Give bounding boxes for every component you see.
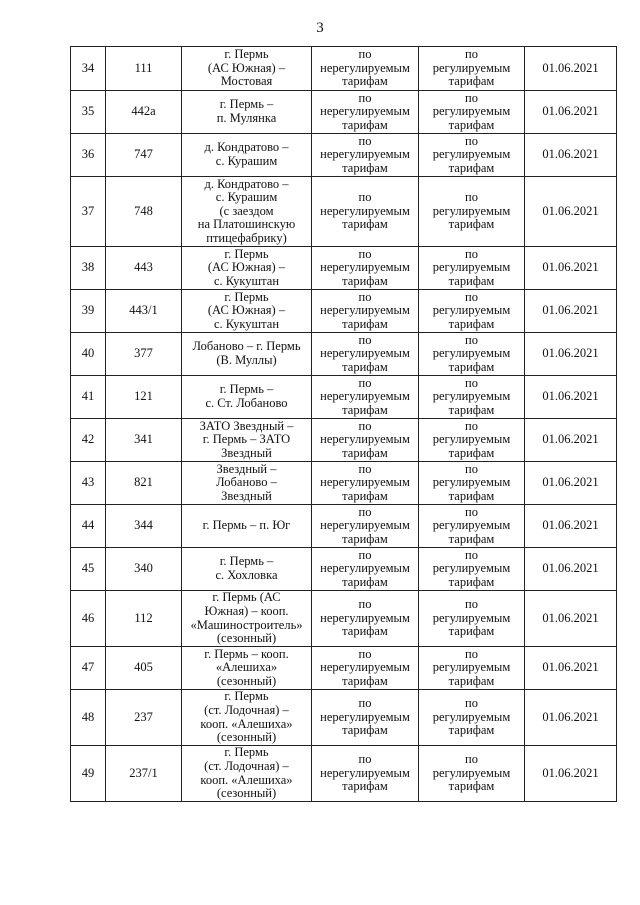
transport-type-cell bbox=[312, 47, 419, 91]
tariff-type-cell-text: по регулируемым тарифам bbox=[432, 461, 511, 503]
route-number-cell bbox=[106, 647, 182, 690]
transport-type-cell-text: по нерегулируемым тарифам bbox=[320, 597, 410, 639]
transport-type-cell-text: по нерегулируемым тарифам bbox=[320, 47, 410, 89]
tariff-type-cell bbox=[419, 247, 525, 290]
transport-type-cell bbox=[312, 419, 419, 462]
route-name-cell bbox=[182, 462, 312, 505]
table-row bbox=[71, 91, 617, 134]
route-number-cell-text: 344 bbox=[134, 518, 153, 533]
route-name-cell-text: г. Пермь (АС Южная) – Мостовая bbox=[207, 47, 286, 89]
tariff-type-cell bbox=[419, 690, 525, 746]
start-date-cell-text: 01.06.2021 bbox=[542, 660, 599, 675]
start-date-cell bbox=[525, 690, 617, 746]
table-row bbox=[71, 647, 617, 690]
route-name-cell-text: г. Пермь (АС Южная) – с. Кукуштан bbox=[207, 246, 286, 288]
tariff-type-cell bbox=[419, 462, 525, 505]
transport-type-cell bbox=[312, 647, 419, 690]
start-date-cell bbox=[525, 548, 617, 591]
page-number: 3 bbox=[316, 20, 324, 36]
start-date-cell-text: 01.06.2021 bbox=[542, 610, 599, 625]
transport-type-cell bbox=[312, 376, 419, 419]
transport-type-cell bbox=[312, 690, 419, 746]
start-date-cell bbox=[525, 746, 617, 802]
tariff-type-cell bbox=[419, 746, 525, 802]
start-date-cell bbox=[525, 290, 617, 333]
start-date-cell bbox=[525, 91, 617, 134]
start-date-cell bbox=[525, 333, 617, 376]
route-number-cell-text: 821 bbox=[134, 475, 153, 490]
start-date-cell bbox=[525, 647, 617, 690]
route-name-cell-text: г. Пермь – п. Юг bbox=[202, 518, 291, 533]
route-number-cell-text: 442а bbox=[131, 104, 156, 119]
route-number-cell-text: 112 bbox=[134, 610, 153, 625]
route-name-cell bbox=[182, 47, 312, 91]
row-number-cell bbox=[71, 746, 106, 802]
transport-type-cell-text: по нерегулируемым тарифам bbox=[320, 696, 410, 738]
table-row bbox=[71, 591, 617, 647]
table-row bbox=[71, 47, 617, 91]
start-date-cell-text: 01.06.2021 bbox=[542, 147, 599, 162]
route-name-cell-text: Звездный – Лобаново – Звездный bbox=[216, 461, 277, 503]
tariff-type-cell-text: по регулируемым тарифам bbox=[432, 332, 511, 374]
transport-type-cell bbox=[312, 290, 419, 333]
row-number-cell-text: 46 bbox=[81, 610, 95, 625]
route-number-cell-text: 377 bbox=[134, 346, 153, 361]
row-number-cell bbox=[71, 247, 106, 290]
route-name-cell-text: г. Пермь – с. Ст. Лобаново bbox=[205, 382, 288, 410]
route-number-cell-text: 443 bbox=[134, 260, 153, 275]
row-number-cell-text: 44 bbox=[81, 518, 95, 533]
transport-type-cell-text: по нерегулируемым тарифам bbox=[320, 133, 410, 175]
route-name-cell-text: г. Пермь (АС Южная) – кооп. «Машиностроитель» (сезонный) bbox=[190, 590, 303, 646]
tariff-type-cell bbox=[419, 376, 525, 419]
transport-type-cell-text: по нерегулируемым тарифам bbox=[320, 752, 410, 794]
row-number-cell-text: 47 bbox=[81, 660, 95, 675]
route-number-cell bbox=[106, 333, 182, 376]
start-date-cell-text: 01.06.2021 bbox=[542, 561, 599, 576]
start-date-cell bbox=[525, 177, 617, 247]
row-number-cell bbox=[71, 177, 106, 247]
route-name-cell bbox=[182, 290, 312, 333]
row-number-cell-text: 49 bbox=[81, 765, 95, 780]
row-number-cell bbox=[71, 290, 106, 333]
row-number-cell-text: 36 bbox=[81, 147, 95, 162]
tariff-type-cell-text: по регулируемым тарифам bbox=[432, 752, 511, 794]
route-name-cell bbox=[182, 177, 312, 247]
transport-type-cell bbox=[312, 91, 419, 134]
route-name-cell bbox=[182, 134, 312, 177]
table-row bbox=[71, 333, 617, 376]
start-date-cell bbox=[525, 591, 617, 647]
route-number-cell bbox=[106, 591, 182, 647]
transport-type-cell-text: по нерегулируемым тарифам bbox=[320, 504, 410, 546]
route-number-cell bbox=[106, 462, 182, 505]
transport-type-cell bbox=[312, 177, 419, 247]
tariff-type-cell-text: по регулируемым тарифам bbox=[432, 375, 511, 417]
tariff-type-cell bbox=[419, 419, 525, 462]
route-number-cell bbox=[106, 505, 182, 548]
tariff-type-cell bbox=[419, 91, 525, 134]
table-row bbox=[71, 290, 617, 333]
tariff-type-cell-text: по регулируемым тарифам bbox=[432, 597, 511, 639]
transport-type-cell-text: по нерегулируемым тарифам bbox=[320, 547, 410, 589]
tariff-type-cell-text: по регулируемым тарифам bbox=[432, 190, 511, 232]
route-name-cell-text: г. Пермь (ст. Лодочная) – кооп. «Алешиха» (сезонный) bbox=[200, 745, 293, 801]
route-name-cell-text: д. Кондратово – с. Курашим (с заездом на Платошинскую птицефабрику) bbox=[197, 176, 296, 245]
start-date-cell bbox=[525, 462, 617, 505]
tariff-type-cell bbox=[419, 548, 525, 591]
transport-type-cell bbox=[312, 462, 419, 505]
row-number-cell-text: 45 bbox=[81, 561, 95, 576]
route-number-cell-text: 443/1 bbox=[129, 303, 158, 318]
tariff-type-cell-text: по регулируемым тарифам bbox=[432, 47, 511, 89]
route-name-cell bbox=[182, 647, 312, 690]
tariff-type-cell bbox=[419, 134, 525, 177]
table-row bbox=[71, 505, 617, 548]
table-row bbox=[71, 548, 617, 591]
route-number-cell-text: 237/1 bbox=[129, 765, 158, 780]
route-name-cell bbox=[182, 333, 312, 376]
start-date-cell bbox=[525, 134, 617, 177]
route-name-cell-text: г. Пермь – с. Хохловка bbox=[215, 554, 278, 582]
row-number-cell bbox=[71, 548, 106, 591]
start-date-cell-text: 01.06.2021 bbox=[542, 203, 599, 218]
start-date-cell-text: 01.06.2021 bbox=[542, 709, 599, 724]
tariff-type-cell-text: по регулируемым тарифам bbox=[432, 696, 511, 738]
start-date-cell-text: 01.06.2021 bbox=[542, 60, 599, 75]
row-number-cell-text: 37 bbox=[81, 203, 95, 218]
routes-table bbox=[70, 46, 617, 802]
row-number-cell-text: 43 bbox=[81, 475, 95, 490]
route-number-cell-text: 121 bbox=[134, 389, 153, 404]
start-date-cell-text: 01.06.2021 bbox=[542, 389, 599, 404]
row-number-cell bbox=[71, 91, 106, 134]
tariff-type-cell-text: по регулируемым тарифам bbox=[432, 90, 511, 132]
route-number-cell-text: 341 bbox=[134, 432, 153, 447]
transport-type-cell-text: по нерегулируемым тарифам bbox=[320, 375, 410, 417]
tariff-type-cell-text: по регулируемым тарифам bbox=[432, 504, 511, 546]
route-name-cell bbox=[182, 419, 312, 462]
table-row bbox=[71, 177, 617, 247]
routes-table-body bbox=[71, 47, 617, 802]
table-row bbox=[71, 419, 617, 462]
tariff-type-cell-text: по регулируемым тарифам bbox=[432, 246, 511, 288]
tariff-type-cell-text: по регулируемым тарифам bbox=[432, 646, 511, 688]
route-number-cell-text: 405 bbox=[134, 660, 153, 675]
transport-type-cell bbox=[312, 134, 419, 177]
table-row bbox=[71, 462, 617, 505]
row-number-cell bbox=[71, 47, 106, 91]
tariff-type-cell bbox=[419, 505, 525, 548]
route-name-cell-text: д. Кондратово – с. Курашим bbox=[204, 140, 289, 168]
route-number-cell bbox=[106, 91, 182, 134]
route-name-cell-text: г. Пермь – кооп. «Алешиха» (сезонный) bbox=[204, 646, 289, 688]
table-row bbox=[71, 134, 617, 177]
start-date-cell bbox=[525, 419, 617, 462]
route-name-cell bbox=[182, 247, 312, 290]
route-number-cell-text: 748 bbox=[134, 203, 153, 218]
route-number-cell-text: 237 bbox=[134, 709, 153, 724]
transport-type-cell-text: по нерегулируемым тарифам bbox=[320, 332, 410, 374]
tariff-type-cell bbox=[419, 177, 525, 247]
tariff-type-cell bbox=[419, 333, 525, 376]
tariff-type-cell bbox=[419, 47, 525, 91]
row-number-cell bbox=[71, 591, 106, 647]
tariff-type-cell-text: по регулируемым тарифам bbox=[432, 418, 511, 460]
route-number-cell bbox=[106, 548, 182, 591]
tariff-type-cell bbox=[419, 290, 525, 333]
transport-type-cell bbox=[312, 746, 419, 802]
row-number-cell-text: 38 bbox=[81, 260, 95, 275]
start-date-cell-text: 01.06.2021 bbox=[542, 104, 599, 119]
table-row bbox=[71, 690, 617, 746]
route-number-cell bbox=[106, 746, 182, 802]
tariff-type-cell-text: по регулируемым тарифам bbox=[432, 133, 511, 175]
start-date-cell-text: 01.06.2021 bbox=[542, 432, 599, 447]
tariff-type-cell-text: по регулируемым тарифам bbox=[432, 289, 511, 331]
route-number-cell bbox=[106, 419, 182, 462]
transport-type-cell bbox=[312, 548, 419, 591]
row-number-cell-text: 41 bbox=[81, 389, 95, 404]
route-name-cell bbox=[182, 505, 312, 548]
row-number-cell-text: 40 bbox=[81, 346, 95, 361]
start-date-cell bbox=[525, 505, 617, 548]
transport-type-cell bbox=[312, 591, 419, 647]
start-date-cell-text: 01.06.2021 bbox=[542, 260, 599, 275]
route-name-cell-text: Лобаново – г. Пермь (В. Муллы) bbox=[192, 339, 301, 367]
route-number-cell bbox=[106, 134, 182, 177]
route-name-cell bbox=[182, 91, 312, 134]
route-number-cell-text: 747 bbox=[134, 147, 153, 162]
transport-type-cell-text: по нерегулируемым тарифам bbox=[320, 190, 410, 232]
table-row bbox=[71, 247, 617, 290]
transport-type-cell-text: по нерегулируемым тарифам bbox=[320, 90, 410, 132]
start-date-cell-text: 01.06.2021 bbox=[542, 765, 599, 780]
transport-type-cell bbox=[312, 247, 419, 290]
route-name-cell bbox=[182, 548, 312, 591]
start-date-cell-text: 01.06.2021 bbox=[542, 475, 599, 490]
row-number-cell-text: 35 bbox=[81, 104, 95, 119]
transport-type-cell bbox=[312, 505, 419, 548]
row-number-cell bbox=[71, 462, 106, 505]
row-number-cell bbox=[71, 376, 106, 419]
start-date-cell-text: 01.06.2021 bbox=[542, 303, 599, 318]
tariff-type-cell bbox=[419, 591, 525, 647]
route-number-cell bbox=[106, 247, 182, 290]
start-date-cell bbox=[525, 47, 617, 91]
route-number-cell bbox=[106, 690, 182, 746]
row-number-cell bbox=[71, 134, 106, 177]
route-name-cell-text: г. Пермь – п. Мулянка bbox=[216, 97, 277, 125]
row-number-cell-text: 42 bbox=[81, 432, 95, 447]
route-name-cell bbox=[182, 746, 312, 802]
row-number-cell bbox=[71, 333, 106, 376]
start-date-cell-text: 01.06.2021 bbox=[542, 518, 599, 533]
row-number-cell-text: 34 bbox=[81, 60, 95, 75]
transport-type-cell-text: по нерегулируемым тарифам bbox=[320, 246, 410, 288]
start-date-cell bbox=[525, 247, 617, 290]
route-name-cell-text: г. Пермь (АС Южная) – с. Кукуштан bbox=[207, 289, 286, 331]
row-number-cell bbox=[71, 419, 106, 462]
table-row bbox=[71, 746, 617, 802]
row-number-cell bbox=[71, 647, 106, 690]
route-number-cell bbox=[106, 290, 182, 333]
row-number-cell-text: 48 bbox=[81, 709, 95, 724]
tariff-type-cell bbox=[419, 647, 525, 690]
route-name-cell bbox=[182, 591, 312, 647]
route-name-cell-text: г. Пермь (ст. Лодочная) – кооп. «Алешиха» (сезонный) bbox=[200, 689, 293, 745]
route-number-cell-text: 340 bbox=[134, 561, 153, 576]
transport-type-cell bbox=[312, 333, 419, 376]
route-name-cell bbox=[182, 376, 312, 419]
route-number-cell bbox=[106, 376, 182, 419]
transport-type-cell-text: по нерегулируемым тарифам bbox=[320, 289, 410, 331]
transport-type-cell-text: по нерегулируемым тарифам bbox=[320, 418, 410, 460]
row-number-cell bbox=[71, 505, 106, 548]
row-number-cell bbox=[71, 690, 106, 746]
row-number-cell-text: 39 bbox=[81, 303, 95, 318]
route-name-cell bbox=[182, 690, 312, 746]
route-number-cell bbox=[106, 177, 182, 247]
transport-type-cell-text: по нерегулируемым тарифам bbox=[320, 461, 410, 503]
tariff-type-cell-text: по регулируемым тарифам bbox=[432, 547, 511, 589]
start-date-cell-text: 01.06.2021 bbox=[542, 346, 599, 361]
route-name-cell-text: ЗАТО Звездный – г. Пермь – ЗАТО Звездный bbox=[199, 418, 294, 460]
route-number-cell-text: 111 bbox=[134, 60, 153, 75]
table-row bbox=[71, 376, 617, 419]
start-date-cell bbox=[525, 376, 617, 419]
route-number-cell bbox=[106, 47, 182, 91]
transport-type-cell-text: по нерегулируемым тарифам bbox=[320, 646, 410, 688]
